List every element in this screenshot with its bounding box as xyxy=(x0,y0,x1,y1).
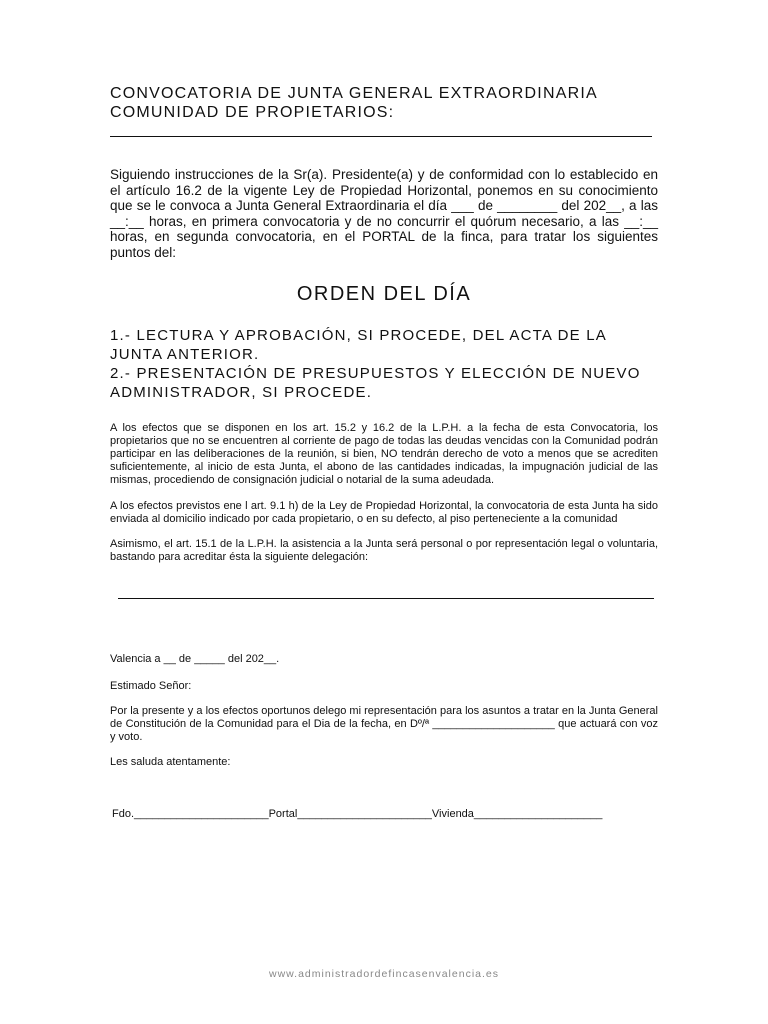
footer-url: www.administradordefincasenvalencia.es xyxy=(268,968,499,980)
agenda-item-2: 2.- PRESENTACIÓN DE PRESUPUESTOS Y ELECCIÓN DE NUEVO ADMINISTRADOR, SI PROCEDE. xyxy=(110,364,641,401)
closing: Les saluda atentamente: xyxy=(110,756,231,769)
delegation-divider xyxy=(118,598,654,599)
document-page xyxy=(110,84,658,820)
orden-del-dia-heading: ORDEN DEL DÍA xyxy=(296,282,472,305)
intro-paragraph: Siguiendo instrucciones de la Sr(a). Presidente(a) y de conformidad con lo establecido en el artículo 16.2 de la vigente Ley de Propiedad Horizontal, ponemos en su conocimiento que se le convoca a Junta General Extraordinaria el día ___ de ________ del 202__, a las __:__ horas, en primera convocatoria y de no concurrir el quórum necesario, a las __:__ horas, en segunda convocatoria, en el PORTAL de la finca, para tratar los siguientes puntos del: xyxy=(110,167,658,260)
title-underline xyxy=(110,136,652,137)
debt-notice-paragraph: A los efectos que se disponen en los art. 15.2 y 16.2 de la L.P.H. a la fecha de esta Convocatoria, los propietarios que no se encuentren al corriente de pago de todas las deudas vencidas con la Comunidad podrán participar en las deliberaciones de la reunión, si bien, NO tendrán derecho de voto a menos que se acrediten suficientemente, al inicio de esta Junta, el abono de las cantidades indicadas, la impugnación judicial de las mismas, procediendo de consignación judicial o notarial de la suma adeudada. xyxy=(110,421,658,487)
title-line-2: COMUNIDAD DE PROPIETARIOS: xyxy=(110,104,395,121)
title-line-1: CONVOCATORIA DE JUNTA GENERAL EXTRAORDINARIA xyxy=(110,85,598,102)
delegation-paragraph: Por la presente y a los efectos oportunos delego mi representación para los asuntos a tratar en la Junta General de Constitución de la Comunidad para el Dia de la fecha, en Dº/ª ____________________ que actuará con voz y voto. xyxy=(110,704,658,744)
date-line: Valencia a __ de _____ del 202__. xyxy=(110,653,280,666)
salutation: Estimado Señor: xyxy=(110,679,192,692)
agenda-list xyxy=(110,326,658,402)
agenda-item-1: 1.- LECTURA Y APROBACIÓN, SI PROCEDE, DEL ACTA DE LA JUNTA ANTERIOR. xyxy=(110,326,607,363)
representation-paragraph: Asimismo, el art. 15.1 de la L.P.H. la asistencia a la Junta será personal o por representación legal o voluntaria, bastando para acreditar ésta la siguiente delegación: xyxy=(110,537,658,564)
document-title xyxy=(110,84,658,122)
delivery-notice-paragraph: A los efectos previstos ene l art. 9.1 h) de la Ley de Propiedad Horizontal, la convocatoria de esta Junta ha sido enviada al domicilio indicado por cada propietario, o en su defecto, al piso perteneciente a la comunidad xyxy=(110,499,658,525)
signature-line: Fdo.______________________Portal______________________Vivienda_____________________ xyxy=(112,807,603,820)
